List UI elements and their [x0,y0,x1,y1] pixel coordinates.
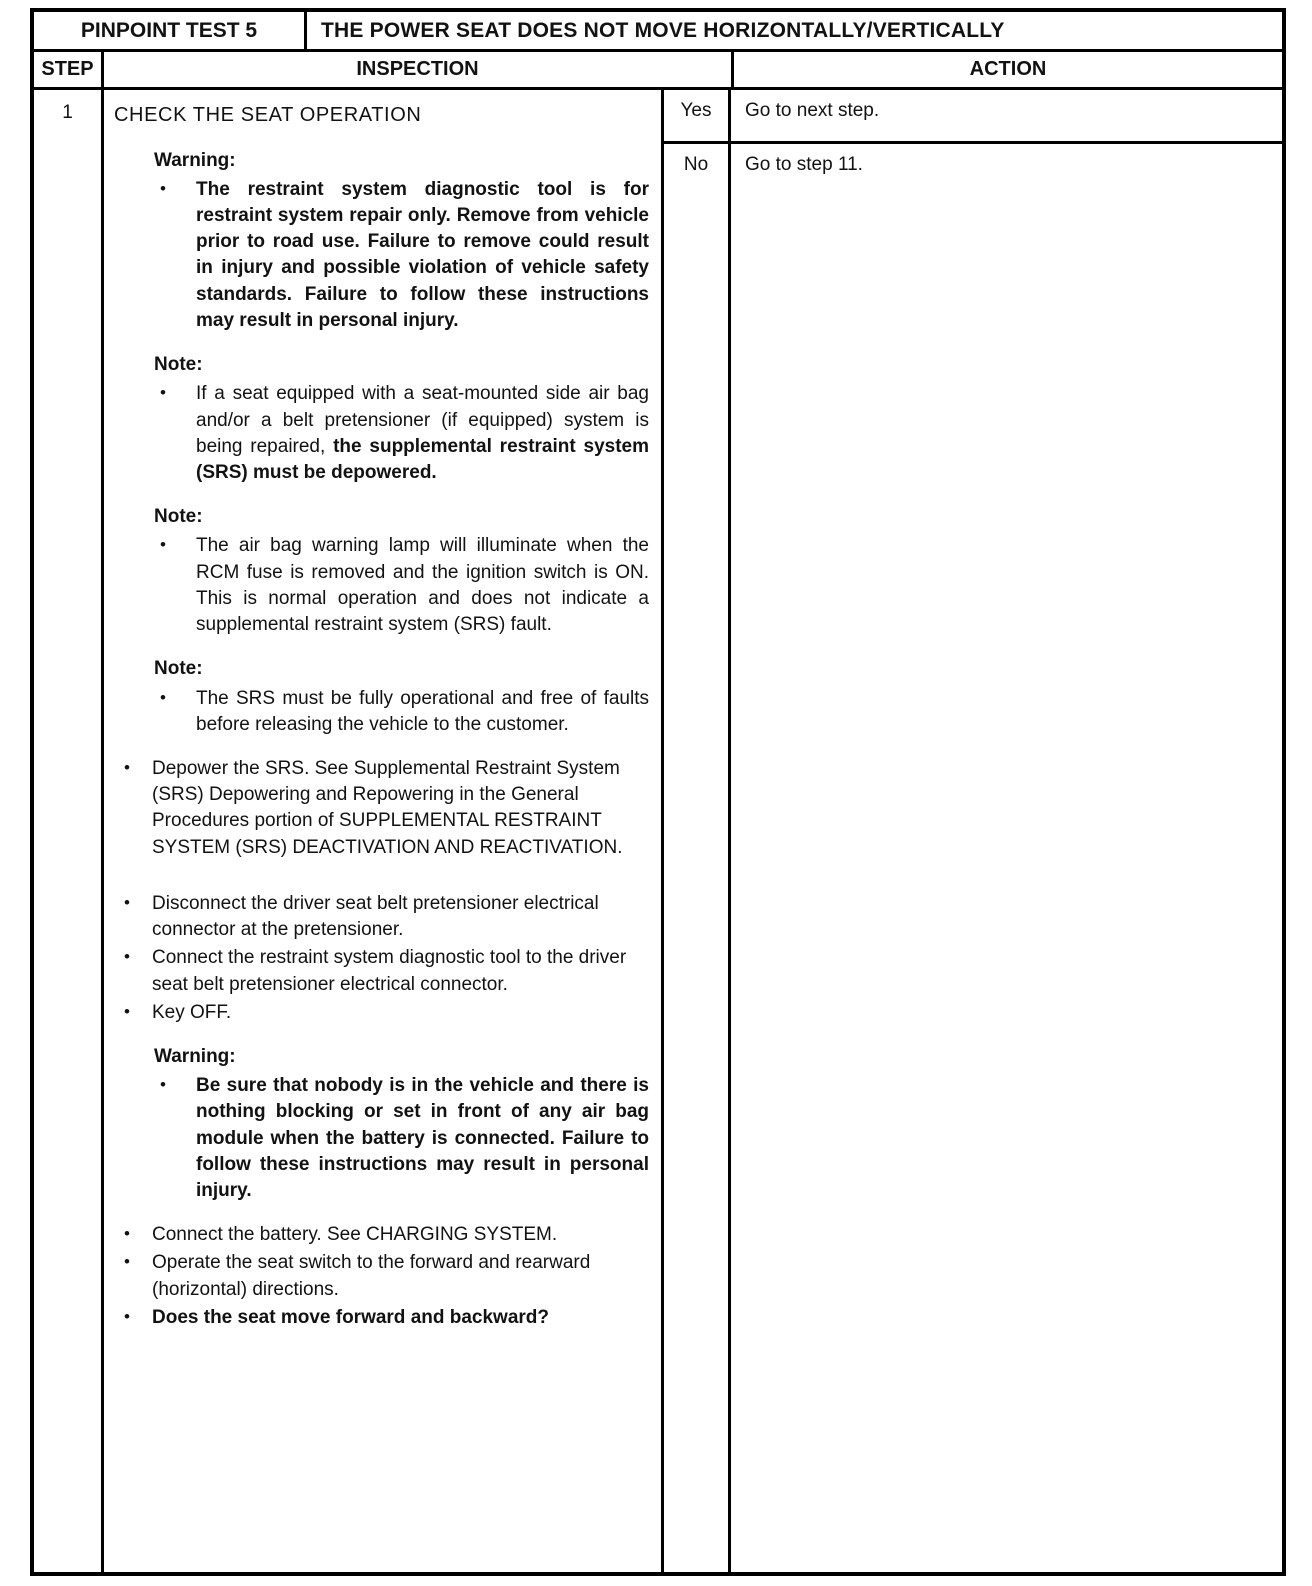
inspection-bullet [156,533,649,638]
inspection-bullet [114,1000,649,1026]
pinpoint-test-title: THE POWER SEAT DOES NOT MOVE HORIZONTALLY/VERTICALLY [321,18,1005,42]
step-number: 1 [34,90,104,1572]
bullet-text: The restraint system diagnostic tool is for restraint system repair only. Remove from vehicle prior to road use. Failure to remove could result in injury and possible violation of vehicle safety standards. Failure to follow these instructions may result in personal injury. [196,178,649,331]
action-area [664,90,1282,1572]
column-header-action: ACTION [969,58,1047,80]
inspection-cell [104,90,664,1572]
bullet-text: Depower the SRS. See Supplemental Restraint System (SRS) Depowering and Repowering in the General Procedures portion of SUPPLEMENTAL RESTRAINT SYSTEM (SRS) DEACTIVATION AND REACTIVATION. [152,757,623,858]
result-action-yes: Go to next step. [745,100,880,121]
bullet-icon: • [124,757,130,777]
bullet-icon: • [124,1001,130,1021]
inspection-bullet [114,945,649,997]
bullet-text: Key OFF. [152,1001,232,1023]
bullet-icon: • [124,1252,130,1272]
inspection-heading: Warning: [154,1045,236,1067]
bullet-text: Operate the seat switch to the forward and rearward (horizontal) directions. [152,1252,591,1300]
inspection-blocks [114,148,649,1332]
bullet-icon: • [124,1306,130,1326]
inspection-title: CHECK THE SEAT OPERATION [114,104,422,126]
bullet-icon: • [160,687,166,707]
result-row-no [664,144,1282,1572]
bullet-icon: • [160,1075,166,1095]
inspection-bullet [156,177,649,334]
inspection-heading: Note: [154,354,203,376]
result-row-yes [664,90,1282,144]
bullet-text: The SRS must be fully operational and free of faults before releasing the vehicle to the customer. [196,687,649,735]
bullet-text: Be sure that nobody is in the vehicle and there is nothing blocking or set in front of any air bag module when the battery is connected. Failure to follow these instructions may result in personal injury. [196,1075,649,1202]
bullet-text: Connect the restraint system diagnostic tool to the driver seat belt pretensioner electrical connector. [152,947,627,995]
result-answer-yes: Yes [664,90,731,141]
bullet-icon: • [160,535,166,555]
bullet-icon: • [124,947,130,967]
inspection-bullet [156,1073,649,1204]
inspection-bullet [114,1222,649,1248]
bullet-text: If a seat equipped with a seat-mounted side air bag and/or a belt pretensioner (if equipped) system is being repaired, the supplemental restraint system (SRS) must be depowered. [196,383,649,483]
result-action-no: Go to step 11. [745,154,863,175]
result-answer-no: No [664,144,731,1572]
bullet-icon: • [160,383,166,403]
inspection-bullet [156,381,649,486]
bullet-icon: • [124,892,130,912]
inspection-heading: Warning: [154,149,236,171]
column-header-step: STEP [34,52,104,87]
bullet-icon: • [124,1224,130,1244]
pinpoint-test-table [30,8,1286,1576]
inspection-heading: Note: [154,658,203,680]
pinpoint-test-label: PINPOINT TEST 5 [34,12,307,49]
inspection-bullet [114,756,649,861]
bullet-icon: • [160,178,166,198]
inspection-bullet [114,891,649,943]
bullet-text: Connect the battery. See CHARGING SYSTEM. [152,1224,558,1246]
inspection-bullet [114,1250,649,1302]
table-title-row [34,12,1282,52]
bullet-text: The air bag warning lamp will illuminate when the RCM fuse is removed and the ignition switch is ON. This is normal operation and does not indicate a supplemental restraint system (SRS) fault. [196,535,649,636]
bullet-text: Disconnect the driver seat belt pretensioner electrical connector at the pretensioner. [152,892,599,941]
inspection-bullet [156,686,649,738]
bullet-text: Does the seat move forward and backward? [152,1306,550,1328]
inspection-bullet [114,1305,649,1331]
column-header-row [34,52,1282,90]
column-header-inspection: INSPECTION [104,52,734,87]
inspection-heading: Note: [154,506,203,528]
step-1-row [34,90,1282,1572]
